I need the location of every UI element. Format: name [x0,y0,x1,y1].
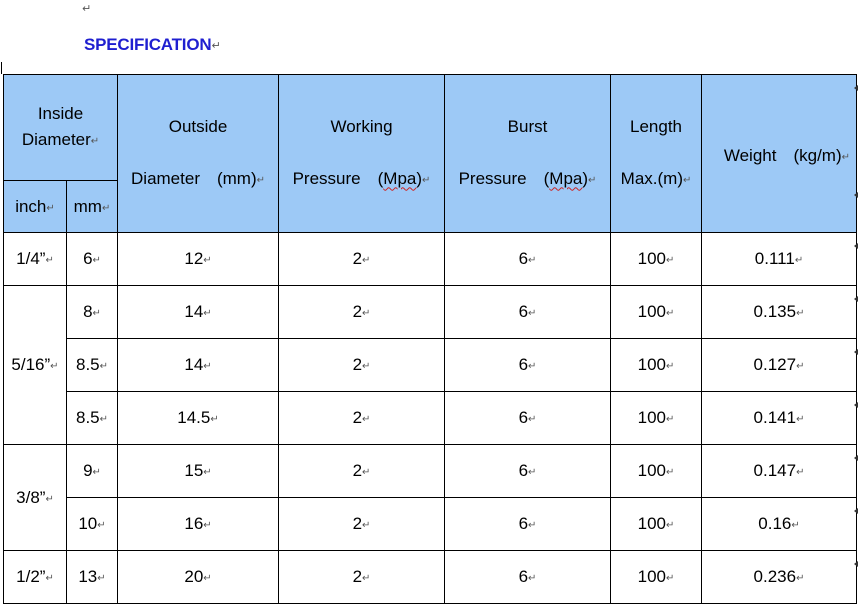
header-text: Pressure ( [458,168,550,188]
header-text: Weight (kg/m) [723,146,842,165]
paragraph-mark-icon: ↵ [528,573,537,584]
paragraph-mark-icon: ↵ [796,361,805,372]
paragraph-mark-icon: ↵ [791,520,800,531]
cell-mm [67,392,118,445]
paragraph-mark-icon: ↵ [92,255,101,266]
header-text: mm [73,196,102,216]
cell-text: 0.127 [753,355,797,374]
paragraph-mark-icon: ↵ [101,202,111,214]
header-outside-line1: Outside [168,116,228,136]
row-end-marker-icon [854,296,858,302]
cell-text: 6 [83,249,93,268]
paragraph-mark-icon: ↵ [666,520,675,531]
spellcheck-underline-text: Mpa [549,168,583,188]
cell-burst-pressure [445,445,611,498]
paragraph-mark-icon: ↵ [90,135,100,147]
row-end-marker-icon [854,508,858,514]
cell-text: 16 [184,514,204,533]
cell-text: 20 [184,567,204,586]
paragraph-mark-icon: ↵ [796,308,805,319]
header-burst-line1: Burst [507,116,548,136]
header-inside-diameter [4,75,118,181]
cell-text: 2 [352,567,363,586]
paragraph-mark-icon: ↵ [796,573,805,584]
paragraph-mark-icon: ↵ [682,174,692,186]
header-working-pressure [279,75,445,233]
header-text: ) [416,168,423,188]
paragraph-mark-icon: ↵ [362,361,371,372]
header-text: inch [15,196,47,216]
cell-text: 0.236 [753,567,797,586]
paragraph-mark-icon: ↵ [362,467,371,478]
cell-inch [4,286,67,445]
cell-length [611,445,702,498]
cell-outside-diameter [118,498,279,551]
cell-length [611,339,702,392]
cell-text: 0.111 [754,249,795,268]
cell-mm [67,233,118,286]
cell-outside-diameter [118,551,279,604]
paragraph-mark-icon: ↵ [211,40,221,52]
cell-text: 6 [518,355,529,374]
table-row [4,392,857,445]
cell-text: 100 [637,514,666,533]
cell-text: 2 [352,408,363,427]
cell-text: 8 [83,302,93,321]
paragraph-mark-icon: ↵ [97,520,106,531]
margin-marker [1,62,2,74]
cell-weight [702,392,857,445]
cell-length [611,551,702,604]
header-text: Pressure ( [292,168,384,188]
cell-text: 2 [352,302,363,321]
paragraph-mark-icon: ↵ [666,255,675,266]
paragraph-mark-icon: ↵ [92,308,101,319]
header-length-line1: Length [630,116,683,136]
cell-burst-pressure [445,498,611,551]
cell-working-pressure [279,445,445,498]
table-row [4,498,857,551]
table-row [4,339,857,392]
cell-text: 2 [352,514,363,533]
cell-text: 2 [352,355,363,374]
cell-text: 2 [352,461,363,480]
cell-text: 5/16” [11,355,51,374]
cell-text: 8.5 [75,355,100,374]
cell-text: 6 [518,408,529,427]
cell-text: 12 [184,249,204,268]
row-end-marker-icon [854,402,858,408]
paragraph-mark-icon: ↵ [666,414,675,425]
cell-inch [4,233,67,286]
header-text: Max.(m) [620,168,683,188]
page-title [84,35,220,55]
cell-outside-diameter [118,392,279,445]
cell-weight [702,445,857,498]
row-end-marker-icon [854,243,858,249]
header-weight [702,75,857,233]
paragraph-mark-icon: ↵ [97,573,106,584]
cell-text: 10 [78,514,98,533]
cell-weight [702,233,857,286]
cell-weight [702,551,857,604]
header-working-line1: Working [330,116,393,136]
specification-table [3,74,857,604]
cell-mm [67,339,118,392]
header-burst-pressure [445,75,611,233]
paragraph-mark-icon: ↵ [794,255,804,266]
cell-outside-diameter [118,233,279,286]
row-end-marker-icon [854,85,858,91]
cell-inch [4,551,67,604]
header-row [4,75,857,181]
header-outside-diameter [118,75,279,233]
header-working-line2 [279,166,444,194]
header-length [611,75,702,233]
cell-outside-diameter [118,445,279,498]
cell-weight [702,498,857,551]
paragraph-mark-icon: ↵ [45,255,54,266]
paragraph-mark-icon: ↵ [666,573,675,584]
cell-text: 1/2” [16,567,46,586]
paragraph-mark-icon: ↵ [528,520,537,531]
paragraph-mark-icon: ↵ [362,308,371,319]
cell-outside-diameter [118,286,279,339]
paragraph-mark-icon: ↵ [796,414,805,425]
paragraph-mark-icon: ↵ [362,573,371,584]
paragraph-mark-icon: ↵ [796,467,805,478]
cell-working-pressure [279,551,445,604]
header-text: Diameter [21,129,91,149]
paragraph-mark-icon: ↵ [99,361,109,372]
table-row [4,551,857,604]
table-row [4,233,857,286]
cell-mm [67,286,118,339]
cell-text: 0.16 [758,514,792,533]
row-end-marker-icon [854,455,858,461]
cell-text: 100 [637,461,666,480]
header-inch [4,181,67,233]
paragraph-mark-icon: ↵ [362,255,371,266]
cell-weight [702,339,857,392]
cell-length [611,286,702,339]
paragraph-mark-icon: ↵ [203,573,212,584]
paragraph-mark-icon: ↵ [92,467,101,478]
paragraph-mark-icon: ↵ [666,467,675,478]
header-mm [67,181,118,233]
cell-mm [67,445,118,498]
cell-weight [702,286,857,339]
cell-text: 14 [184,302,204,321]
table-row [4,286,857,339]
paragraph-mark-icon: ↵ [528,414,537,425]
paragraph-mark-icon: ↵ [528,308,537,319]
row-end-marker-icon [854,192,858,198]
paragraph-mark-icon: ↵ [588,174,597,186]
header-burst-line2 [445,166,610,194]
cell-burst-pressure [445,233,611,286]
paragraph-mark-icon: ↵ [528,361,537,372]
cell-text: 6 [518,302,529,321]
cell-burst-pressure [445,551,611,604]
header-length-line2 [611,166,701,194]
cell-working-pressure [279,233,445,286]
table-row [4,445,857,498]
paragraph-mark-icon: ↵ [203,361,212,372]
cell-inch [4,445,67,551]
cell-length [611,498,702,551]
paragraph-mark-icon: ↵ [203,255,212,266]
cell-text: 100 [637,567,666,586]
paragraph-mark-icon: ↵ [46,202,55,214]
cell-text: 0.147 [753,461,797,480]
paragraph-mark-icon: ↵ [82,3,92,15]
paragraph-mark-icon: ↵ [528,255,537,266]
cell-text: 100 [637,408,666,427]
cell-text: 2 [352,249,363,268]
cell-text: 100 [637,355,666,374]
paragraph-mark-icon: ↵ [256,174,266,186]
cell-text: 14 [184,355,204,374]
header-text: ) [582,168,589,188]
cell-text: 14.5 [177,408,211,427]
spellcheck-underline-text: Mpa [383,168,417,188]
paragraph-mark-icon: ↵ [203,520,212,531]
paragraph-mark-icon: ↵ [99,414,109,425]
cell-length [611,233,702,286]
cell-mm [67,498,118,551]
paragraph-mark-icon: ↵ [666,361,675,372]
cell-text: 6 [518,249,529,268]
cell-text: 6 [518,461,529,480]
cell-working-pressure [279,392,445,445]
cell-outside-diameter [118,339,279,392]
paragraph-mark-icon: ↵ [362,414,371,425]
header-text: Diameter (mm) [131,168,257,188]
cell-text: 1/4” [16,249,46,268]
cell-text: 8.5 [75,408,100,427]
cell-text: 100 [637,302,666,321]
cell-burst-pressure [445,392,611,445]
cell-text: 6 [518,514,529,533]
paragraph-mark-icon: ↵ [362,520,371,531]
cell-text: 15 [184,461,204,480]
cell-mm [67,551,118,604]
paragraph-mark-icon: ↵ [203,308,212,319]
paragraph-mark-icon: ↵ [666,308,675,319]
paragraph-mark-icon: ↵ [45,573,54,584]
cell-working-pressure [279,339,445,392]
header-inside-diameter-line2 [4,127,117,155]
cell-text: 0.141 [753,408,797,427]
cell-working-pressure [279,498,445,551]
paragraph-mark-icon: ↵ [50,361,59,372]
title-text: SPECIFICATION [84,35,212,54]
paragraph-mark-icon: ↵ [203,467,212,478]
header-inside-diameter-line1: Inside [37,103,84,123]
cell-text: 0.135 [753,302,797,321]
paragraph-mark-icon: ↵ [210,414,219,425]
cell-text: 3/8” [16,487,46,507]
paragraph-mark-icon: ↵ [45,493,54,505]
row-end-marker-icon [854,349,858,355]
paragraph-mark-icon: ↵ [528,467,537,478]
cell-length [611,392,702,445]
row-end-marker-icon [854,561,858,567]
cell-burst-pressure [445,286,611,339]
cell-text: 13 [78,567,98,586]
header-outside-line2 [118,166,278,194]
cell-working-pressure [279,286,445,339]
cell-text: 6 [518,567,529,586]
cell-text: 100 [637,249,666,268]
cell-burst-pressure [445,339,611,392]
cell-text: 9 [83,461,93,480]
paragraph-mark-icon: ↵ [422,174,431,186]
paragraph-mark-icon: ↵ [841,152,851,163]
